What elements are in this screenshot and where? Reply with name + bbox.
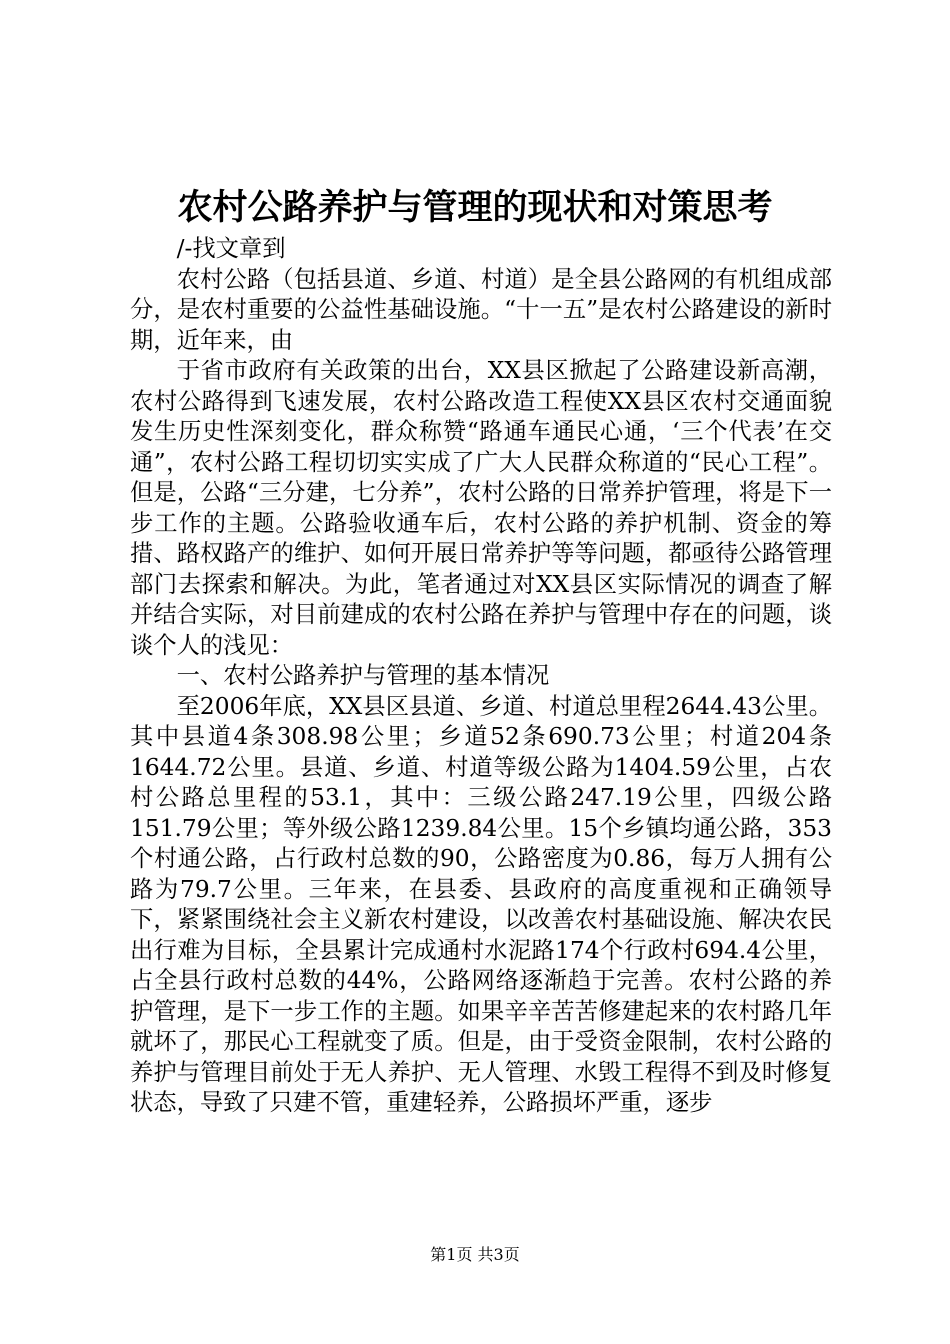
document-body — [130, 234, 832, 1119]
paragraph-statistics: 至2006年底，XX县区县道、乡道、村道总里程2644.43公里。其中县道4条308.98公里；乡道52条690.73公里；村道204条1644.72公里。县道、乡道、村道等级公路为1404.59公里，占农村公路总里程的53.1，其中：三级公路247.19公里，四级公路151.79公里；等外级公路1239.84公里。15个乡镇均通公路，353个村通公路，占行政村总数的90，公路密度为0.86，每万人拥有公路为79.7公里。三年来，在县委、县政府的高度重视和正确领导下，紧紧围绕社会主义新农村建设，以改善农村基础设施、解决农民出行难为目标，全县累计完成通村水泥路174个行政村694.4公里，占全县行政村总数的44%，公路网络逐渐趋于完善。农村公路的养护管理，是下一步工作的主题。如果辛辛苦苦修建起来的农村路几年就坏了，那民心工程就变了质。但是，由于受资金限制，农村公路的养护与管理目前处于无人养护、无人管理、水毁工程得不到及时修复状态，导致了只建不管，重建轻养，公路损坏严重，逐步 — [130, 692, 832, 1116]
paragraph-intro: 农村公路（包括县道、乡道、村道）是全县公路网的有机组成部分，是农村重要的公益性基础设施。“十一五”是农村公路建设的新时期，近年来，由 — [130, 265, 832, 354]
source-note: /-找文章到 — [176, 235, 286, 262]
paragraph-background: 于省市政府有关政策的出台，XX县区掀起了公路建设新高潮，农村公路得到飞速发展，农村公路改造工程使XX县区农村交通面貌发生历史性深刻变化，群众称赞“路通车通民心通，‘三个代表’在交通”，农村公路工程切切实实成了广大人民群众称道的“民心工程”。但是，公路“三分建，七分养”，农村公路的日常养护管理，将是下一步工作的主题。公路验收通车后，农村公路的养护机制、资金的筹措、路权路产的维护、如何开展日常养护等等问题，都亟待公路管理部门去探索和解决。为此，笔者通过对XX县区实际情况的调查了解并结合实际，对目前建成的农村公路在养护与管理中存在的问题，谈谈个人的浅见： — [130, 357, 832, 659]
page-number-footer: 第1页 共3页 — [430, 1245, 520, 1264]
document-title: 农村公路养护与管理的现状和对策思考 — [177, 187, 773, 228]
section-heading-1: 一、农村公路养护与管理的基本情况 — [176, 662, 550, 689]
